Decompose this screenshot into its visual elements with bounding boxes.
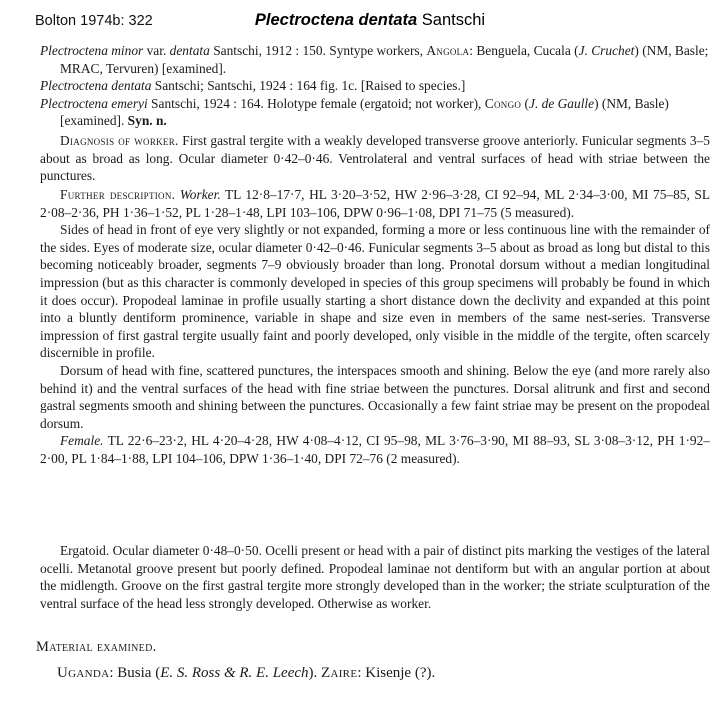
status-new-synonym: Syn. n. [127,113,167,128]
female-measurements: TL 22·6–23·2, HL 4·20–4·28, HW 4·08–4·12, CI 95–98, ML 3·76–3·90, MI 88–93, SL 3·08–3·12, PH 1·92–2·00, PL 1·84–1·88, LPI 104–106, DPW 1·36–1·40, DPI 72–76 (2 measured). [40,433,710,466]
diagnosis-heading: Diagnosis of worker. [60,133,179,148]
species-author: Santschi [421,11,486,29]
synonymy-entry: Plectroctena emeryi Santschi, 1924 : 164. Holotype female (ergatoid; not worker), Congo (J. de Gaulle) (NM, Basle) [examined]. Syn. n. [40,95,669,128]
material-body: Uganda: Busia (E. S. Ross & R. E. Leech). Zaire: Kisenje (?). [57,665,436,681]
synonymy-entry: Plectroctena dentata Santschi; Santschi, 1924 : 164 fig. 1c. [Raised to species.] [40,78,466,93]
species-title [35,11,705,30]
species-name: Plectroctena dentata [254,11,418,29]
synonymy-list [40,42,710,130]
synonymy-entry: Plectroctena minor var. dentata Santschi, 1912 : 150. Syntype workers, Angola: Benguela, Cucala (J. Cruchet) (NM, Basle; MRAC, Tervuren) [examined]. [40,43,709,76]
ergatoid-section [40,542,710,612]
further-description-section [40,186,710,468]
worker-caste-label: Worker. [179,187,221,202]
worker-description-para2: Dorsum of head with fine, scattered punctures, the interspaces smooth and shining. Below the eye (and more rarely also behind it) and the ventral surfaces of the head with fine striae between the punctures. Dorsal alitrunk and first and second gastral segments smooth and shining between the punctures. Occasionally a few faint striae may be present on the propodeal dorsum. [40,362,710,431]
worker-description-para1: Sides of head in front of eye very slightly or not expanded, forming a more or less continuous line with the remainder of the sides. Eyes of moderate size, ocular diameter 0·42–0·46. Funicular segments 3–5 about as broad as long but distal to this becoming noticeably broader, segments 7–9 obviously broader than long. Pronotal dorsum without a median longitudinal impression (but as this character is commonly developed in species of this group specimens will probably be found in which it does occur). Propodeal laminae in profile usually starting a short distance down the declivity and expanded at this point into a bluntly dentiform prominence, variable in shape and size even in members of the same nest-series. Transverse impression of first gastral tergite usually faint and poorly developed, only visible in the middle of the tergite, often scarcely discernible in profile. [40,222,710,361]
ergatoid-text: Ergatoid. Ocular diameter 0·48–0·50. Ocelli present or head with a pair of distinct pits marking the vestiges of the lateral ocelli. Metanotal groove present but poorly defined. Propodeal laminae not dentiform but with an angular portion at about the midlength. Groove on the first gastral tergite more strongly developed than in the worker; the striate sculpturation of the ventral surface of the head less strongly developed. Otherwise as worker. [40,543,710,611]
worker-measurements: TL 12·8–17·7, HL 3·20–3·52, HW 2·96–3·28, CI 92–94, ML 2·34–3·00, MI 75–85, SL 2·08–2·36, PH 1·36–1·52, PL 1·28–1·48, LPI 103–106, DPW 0·96–1·08, DPI 71–75 (5 measured). [40,187,710,220]
diagnosis-section [40,132,710,185]
page-header [35,11,705,37]
material-heading: Material examined. [36,639,157,655]
further-heading: Further description. [60,187,176,202]
diagnosis-text: First gastral tergite with a weakly developed transverse groove anteriorly. Funicular segments 3–5 about as broad as long. Ocular diameter 0·42–0·46. Ventrolateral and ventral surfaces of head with striae between the punctures. [40,133,710,184]
female-caste-label: Female. [60,433,104,449]
reference-label: Bolton 1974b: 322 [35,13,153,29]
